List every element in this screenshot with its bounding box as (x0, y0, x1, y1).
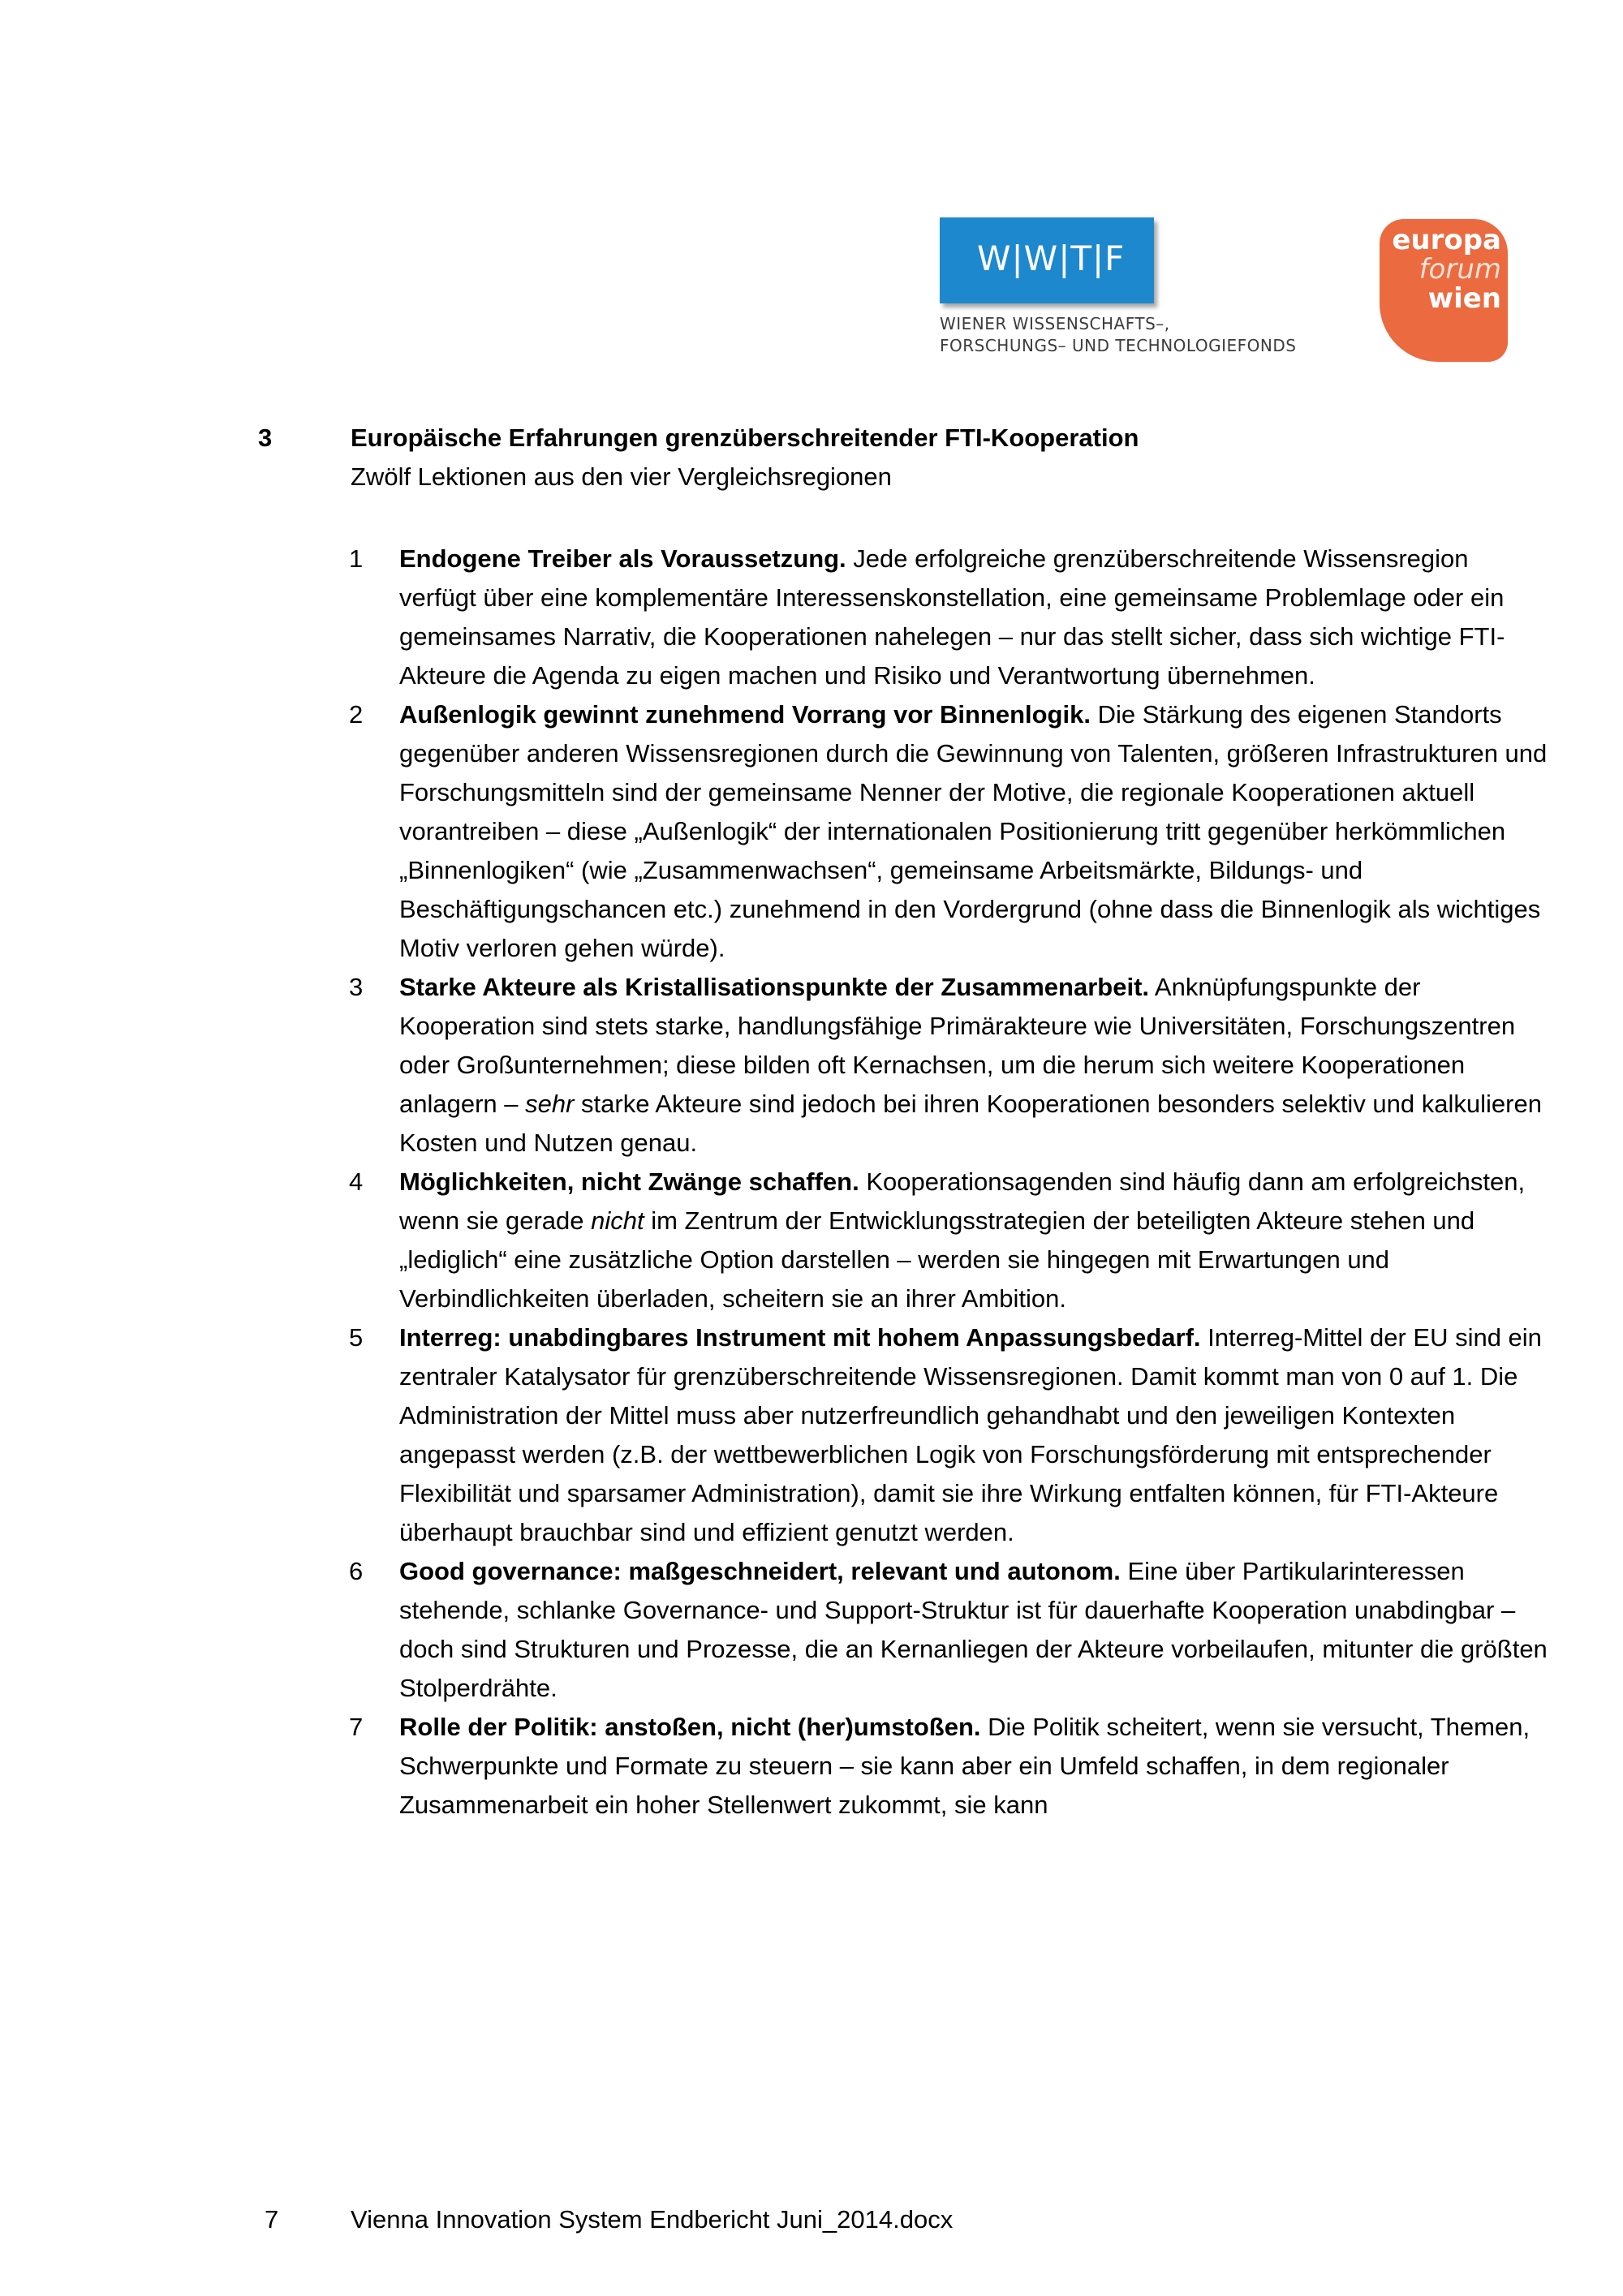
list-item-lead: Endogene Treiber als Voraussetzung. (399, 544, 846, 573)
lessons-list (0, 540, 1623, 1825)
list-item (0, 1318, 1623, 1552)
list-item-lead: Außenlogik gewinnt zunehmend Vorrang vor Binnenlogik. (399, 700, 1091, 729)
list-item-body: Interreg-Mittel der EU sind ein zentraler Katalysator für grenzüberschreitende Wissensregionen. Damit kommt man von 0 auf 1. Die Administration der Mittel muss aber nutzerfreundlich gehandhabt und den jeweiligen Kontexten angepasst werden (z.B. der wettbewerblichen Logik von Forschungsförderung mit entsprechender Flexibilität und sparsamer Administration), damit sie ihre Wirkung entfalten können, für FTI-Akteure überhaupt brauchbar sind und effizient genutzt werden. (399, 1323, 1542, 1546)
europaforum-wien-logo (1380, 219, 1508, 362)
list-item-number: 6 (349, 1557, 364, 1585)
logo-word-forum: forum (1419, 253, 1501, 286)
list-item-lead: Rolle der Politik: anstoßen, nicht (her)umstoßen. (399, 1713, 981, 1741)
list-item-number: 3 (349, 973, 364, 1001)
logo-word-wien: wien (1427, 282, 1501, 315)
wwtf-logo (940, 217, 1362, 363)
list-item-body: Jede erfolgreiche grenzüberschreitende Wissensregion verfügt über eine komplementäre Interessenskonstellation, eine gemeinsame Problemlage oder ein gemeinsames Narrativ, die Kooperationen nahelegen – nur das stellt sicher, dass sich wichtige FTI-Akteure die Agenda zu eigen machen und Risiko und Verantwortung übernehmen. (399, 544, 1505, 690)
wwtf-tagline-line1: WIENER WISSENSCHAFTS–, (940, 314, 1170, 333)
europaforum-wien-wordmark (1391, 226, 1501, 313)
list-item-number: 5 (349, 1323, 364, 1352)
list-item-lead: Möglichkeiten, nicht Zwänge schaffen. (399, 1167, 859, 1196)
list-item-body: starke Akteure sind jedoch bei ihren Kooperationen besonders selektiv und kalkulieren Kosten und Nutzen genau. (399, 1090, 1542, 1157)
wwtf-logo-tagline (940, 313, 1296, 357)
wwtf-logo-mark: W|W|T|F (977, 239, 1126, 278)
list-item (0, 540, 1623, 695)
list-item-text (399, 968, 1552, 1163)
list-item-text (399, 1163, 1552, 1318)
list-item-number: 7 (349, 1713, 364, 1741)
list-item-lead: Starke Akteure als Kristallisationspunkte der Zusammenarbeit. (399, 973, 1150, 1001)
wwtf-logo-box (940, 217, 1154, 303)
list-item-emphasis: nicht (591, 1206, 644, 1235)
section-number: 3 (258, 424, 273, 452)
list-item-body: Anknüpfungspunkte der Kooperation sind stets starke, handlungsfähige Primärakteure wie Universitäten, Forschungszentren oder Großunternehmen; diese bilden oft Kernachsen, um die herum sich weitere Kooperationen anlagern – (399, 973, 1516, 1118)
page-number: 7 (265, 2205, 279, 2234)
list-item-emphasis: sehr (525, 1090, 575, 1118)
list-item (0, 1708, 1623, 1825)
list-item-body: Die Stärkung des eigenen Standorts gegenüber anderen Wissensregionen durch die Gewinnung von Talenten, größeren Infrastrukturen und Forschungsmitteln sind der gemeinsame Nenner der Motive, die regionale Kooperationen aktuell vorantreiben – diese „Außenlogik“ der internationalen Positionierung tritt gegenüber herkömmlichen „Binnenlogiken“ (wie „Zusammenwachsen“, gemeinsame Arbeitsmärkte, Bildungs- und Beschäftigungschancen etc.) zunehmend in den Vordergrund (ohne dass die Binnenlogik als wichtiges Motiv verloren gehen würde). (399, 700, 1548, 962)
list-item (0, 1552, 1623, 1708)
list-item-lead: Interreg: unabdingbares Instrument mit hohem Anpassungsbedarf. (399, 1323, 1201, 1352)
list-item-text (399, 1318, 1552, 1552)
wwtf-tagline-line2: FORSCHUNGS– UND TECHNOLOGIEFONDS (940, 336, 1297, 355)
list-item-body: Die Politik scheitert, wenn sie versucht, Themen, Schwerpunkte und Formate zu steuern – sie kann aber ein Umfeld schaffen, in dem regionaler Zusammenarbeit ein hoher Stellenwert zukommt, sie kann (399, 1713, 1530, 1819)
footer-document-title: Vienna Innovation System Endbericht Juni_2014.docx (351, 2205, 954, 2234)
list-item-text (399, 695, 1552, 968)
section-title: Europäische Erfahrungen grenzüberschreitender FTI-Kooperation (351, 424, 1139, 452)
list-item-body: im Zentrum der Entwicklungsstrategien der beteiligten Akteure stehen und „lediglich“ eine zusätzliche Option darstellen – werden sie hingegen mit Erwartungen und Verbindlichkeiten überladen, scheitern sie an ihrer Ambition. (399, 1206, 1475, 1313)
list-item-number: 2 (349, 700, 364, 729)
list-item (0, 968, 1623, 1163)
list-item-text (399, 540, 1552, 695)
section-subtitle: Zwölf Lektionen aus den vier Vergleichsregionen (351, 462, 892, 491)
logo-word-europa: europa (1392, 224, 1501, 256)
list-item-body: Eine über Partikularinteressen stehende, schlanke Governance- und Support-Struktur ist für dauerhafte Kooperation unabdingbar – doch sind Strukturen und Prozesse, die an Kernanliegen der Akteure vorbeilaufen, mitunter die größten Stolperdrähte. (399, 1557, 1548, 1702)
list-item-body: Kooperationsagenden sind häufig dann am erfolgreichsten, wenn sie gerade (399, 1167, 1526, 1235)
list-item-text (399, 1708, 1552, 1825)
list-item (0, 695, 1623, 968)
list-item (0, 1163, 1623, 1318)
list-item-number: 4 (349, 1167, 364, 1196)
list-item-number: 1 (349, 544, 364, 573)
list-item-lead: Good governance: maßgeschneidert, relevant und autonom. (399, 1557, 1121, 1585)
list-item-text (399, 1552, 1552, 1708)
